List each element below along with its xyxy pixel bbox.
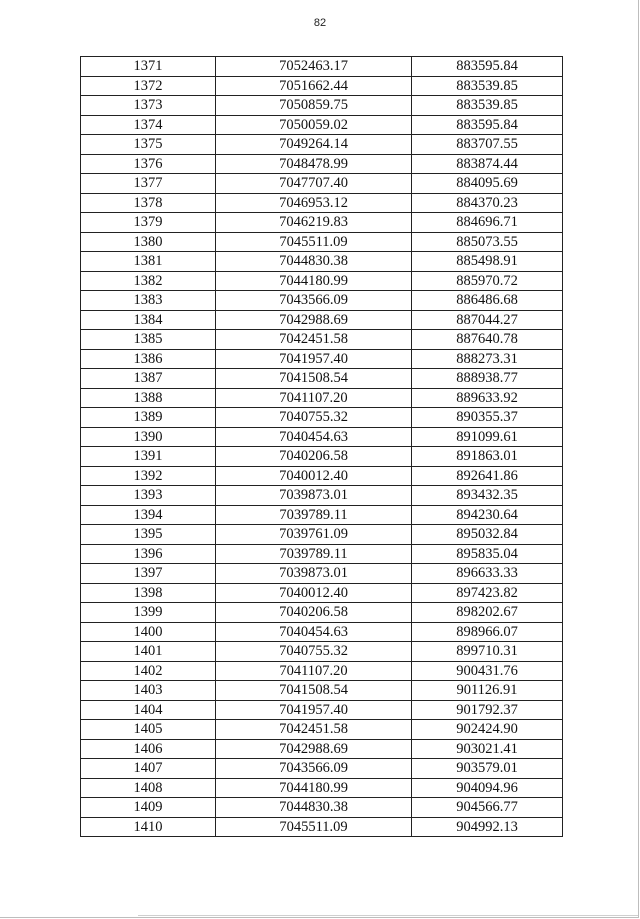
table-row [81,778,563,798]
point-number-cell: 1404 [81,700,216,720]
x-coordinate-cell: 7041107.20 [216,388,412,408]
y-coordinate-cell: 896633.33 [412,564,563,584]
point-number-cell: 1394 [81,505,216,525]
x-coordinate-cell: 7050859.75 [216,96,412,116]
y-coordinate-cell: 883707.55 [412,135,563,155]
x-coordinate-cell: 7044180.99 [216,778,412,798]
y-coordinate-cell: 902424.90 [412,720,563,740]
x-coordinate-cell: 7040755.32 [216,408,412,428]
table-row [81,427,563,447]
point-number-cell: 1378 [81,193,216,213]
y-coordinate-cell: 894230.64 [412,505,563,525]
table-row [81,466,563,486]
y-coordinate-cell: 888938.77 [412,369,563,389]
y-coordinate-cell: 883539.85 [412,76,563,96]
x-coordinate-cell: 7039789.11 [216,544,412,564]
x-coordinate-cell: 7040454.63 [216,622,412,642]
y-coordinate-cell: 892641.86 [412,466,563,486]
table-row [81,115,563,135]
y-coordinate-cell: 895032.84 [412,525,563,545]
y-coordinate-cell: 895835.04 [412,544,563,564]
point-number-cell: 1410 [81,817,216,837]
table-row [81,486,563,506]
y-coordinate-cell: 883595.84 [412,57,563,77]
point-number-cell: 1403 [81,681,216,701]
point-number-cell: 1386 [81,349,216,369]
point-number-cell: 1391 [81,447,216,467]
y-coordinate-cell: 903579.01 [412,759,563,779]
x-coordinate-cell: 7039873.01 [216,564,412,584]
point-number-cell: 1407 [81,759,216,779]
table-row [81,76,563,96]
table-row [81,310,563,330]
y-coordinate-cell: 900431.76 [412,661,563,681]
x-coordinate-cell: 7039873.01 [216,486,412,506]
point-number-cell: 1381 [81,252,216,272]
point-number-cell: 1384 [81,310,216,330]
x-coordinate-cell: 7047707.40 [216,174,412,194]
y-coordinate-cell: 887044.27 [412,310,563,330]
table-row [81,154,563,174]
point-number-cell: 1372 [81,76,216,96]
table-row [81,720,563,740]
y-coordinate-cell: 883595.84 [412,115,563,135]
x-coordinate-cell: 7043566.09 [216,759,412,779]
x-coordinate-cell: 7046953.12 [216,193,412,213]
x-coordinate-cell: 7041508.54 [216,681,412,701]
y-coordinate-cell: 883874.44 [412,154,563,174]
x-coordinate-cell: 7042451.58 [216,720,412,740]
point-number-cell: 1373 [81,96,216,116]
point-number-cell: 1388 [81,388,216,408]
table-row [81,349,563,369]
y-coordinate-cell: 883539.85 [412,96,563,116]
x-coordinate-cell: 7041508.54 [216,369,412,389]
table-row [81,622,563,642]
table-row [81,642,563,662]
x-coordinate-cell: 7051662.44 [216,76,412,96]
point-number-cell: 1389 [81,408,216,428]
point-number-cell: 1382 [81,271,216,291]
x-coordinate-cell: 7040755.32 [216,642,412,662]
point-number-cell: 1396 [81,544,216,564]
table-row [81,505,563,525]
x-coordinate-cell: 7040012.40 [216,466,412,486]
point-number-cell: 1406 [81,739,216,759]
x-coordinate-cell: 7040206.58 [216,603,412,623]
table-row [81,330,563,350]
point-number-cell: 1409 [81,798,216,818]
y-coordinate-cell: 891099.61 [412,427,563,447]
table-row [81,681,563,701]
y-coordinate-cell: 885498.91 [412,252,563,272]
table-row [81,798,563,818]
y-coordinate-cell: 886486.68 [412,291,563,311]
point-number-cell: 1385 [81,330,216,350]
table-row [81,817,563,837]
x-coordinate-cell: 7044180.99 [216,271,412,291]
y-coordinate-cell: 889633.92 [412,388,563,408]
table-row [81,759,563,779]
x-coordinate-cell: 7045511.09 [216,232,412,252]
y-coordinate-cell: 888273.31 [412,349,563,369]
table-row [81,388,563,408]
table-row [81,564,563,584]
table-row [81,232,563,252]
point-number-cell: 1375 [81,135,216,155]
x-coordinate-cell: 7050059.02 [216,115,412,135]
point-number-cell: 1402 [81,661,216,681]
y-coordinate-cell: 904094.96 [412,778,563,798]
x-coordinate-cell: 7045511.09 [216,817,412,837]
point-number-cell: 1390 [81,427,216,447]
y-coordinate-cell: 891863.01 [412,447,563,467]
point-number-cell: 1395 [81,525,216,545]
y-coordinate-cell: 887640.78 [412,330,563,350]
point-number-cell: 1374 [81,115,216,135]
table-row [81,291,563,311]
bottom-rule [138,915,638,916]
y-coordinate-cell: 884696.71 [412,213,563,233]
y-coordinate-cell: 897423.82 [412,583,563,603]
x-coordinate-cell: 7052463.17 [216,57,412,77]
coordinates-table [80,56,563,837]
point-number-cell: 1379 [81,213,216,233]
y-coordinate-cell: 884370.23 [412,193,563,213]
table-row [81,447,563,467]
x-coordinate-cell: 7046219.83 [216,213,412,233]
y-coordinate-cell: 885073.55 [412,232,563,252]
point-number-cell: 1399 [81,603,216,623]
point-number-cell: 1371 [81,57,216,77]
point-number-cell: 1393 [81,486,216,506]
y-coordinate-cell: 903021.41 [412,739,563,759]
page-number: 82 [313,17,327,29]
table-row [81,369,563,389]
x-coordinate-cell: 7040206.58 [216,447,412,467]
point-number-cell: 1392 [81,466,216,486]
x-coordinate-cell: 7044830.38 [216,252,412,272]
x-coordinate-cell: 7042988.69 [216,310,412,330]
y-coordinate-cell: 901792.37 [412,700,563,720]
point-number-cell: 1401 [81,642,216,662]
x-coordinate-cell: 7048478.99 [216,154,412,174]
y-coordinate-cell: 904566.77 [412,798,563,818]
table-row [81,700,563,720]
table-row [81,174,563,194]
y-coordinate-cell: 890355.37 [412,408,563,428]
table-row [81,603,563,623]
x-coordinate-cell: 7049264.14 [216,135,412,155]
y-coordinate-cell: 898202.67 [412,603,563,623]
x-coordinate-cell: 7040012.40 [216,583,412,603]
table-row [81,193,563,213]
table-row [81,661,563,681]
table-row [81,252,563,272]
y-coordinate-cell: 899710.31 [412,642,563,662]
y-coordinate-cell: 893432.35 [412,486,563,506]
x-coordinate-cell: 7043566.09 [216,291,412,311]
table-row [81,525,563,545]
x-coordinate-cell: 7039761.09 [216,525,412,545]
table-row [81,213,563,233]
x-coordinate-cell: 7042988.69 [216,739,412,759]
point-number-cell: 1397 [81,564,216,584]
y-coordinate-cell: 898966.07 [412,622,563,642]
table-row [81,96,563,116]
table-row [81,271,563,291]
point-number-cell: 1400 [81,622,216,642]
table-row [81,57,563,77]
y-coordinate-cell: 884095.69 [412,174,563,194]
x-coordinate-cell: 7041957.40 [216,349,412,369]
table-row [81,408,563,428]
point-number-cell: 1398 [81,583,216,603]
x-coordinate-cell: 7041107.20 [216,661,412,681]
y-coordinate-cell: 885970.72 [412,271,563,291]
x-coordinate-cell: 7042451.58 [216,330,412,350]
table-row [81,583,563,603]
x-coordinate-cell: 7044830.38 [216,798,412,818]
x-coordinate-cell: 7039789.11 [216,505,412,525]
x-coordinate-cell: 7041957.40 [216,700,412,720]
point-number-cell: 1383 [81,291,216,311]
y-coordinate-cell: 904992.13 [412,817,563,837]
point-number-cell: 1387 [81,369,216,389]
y-coordinate-cell: 901126.91 [412,681,563,701]
point-number-cell: 1376 [81,154,216,174]
point-number-cell: 1405 [81,720,216,740]
x-coordinate-cell: 7040454.63 [216,427,412,447]
point-number-cell: 1377 [81,174,216,194]
point-number-cell: 1380 [81,232,216,252]
table-row [81,739,563,759]
table-body [81,57,563,837]
point-number-cell: 1408 [81,778,216,798]
table-row [81,135,563,155]
table-row [81,544,563,564]
